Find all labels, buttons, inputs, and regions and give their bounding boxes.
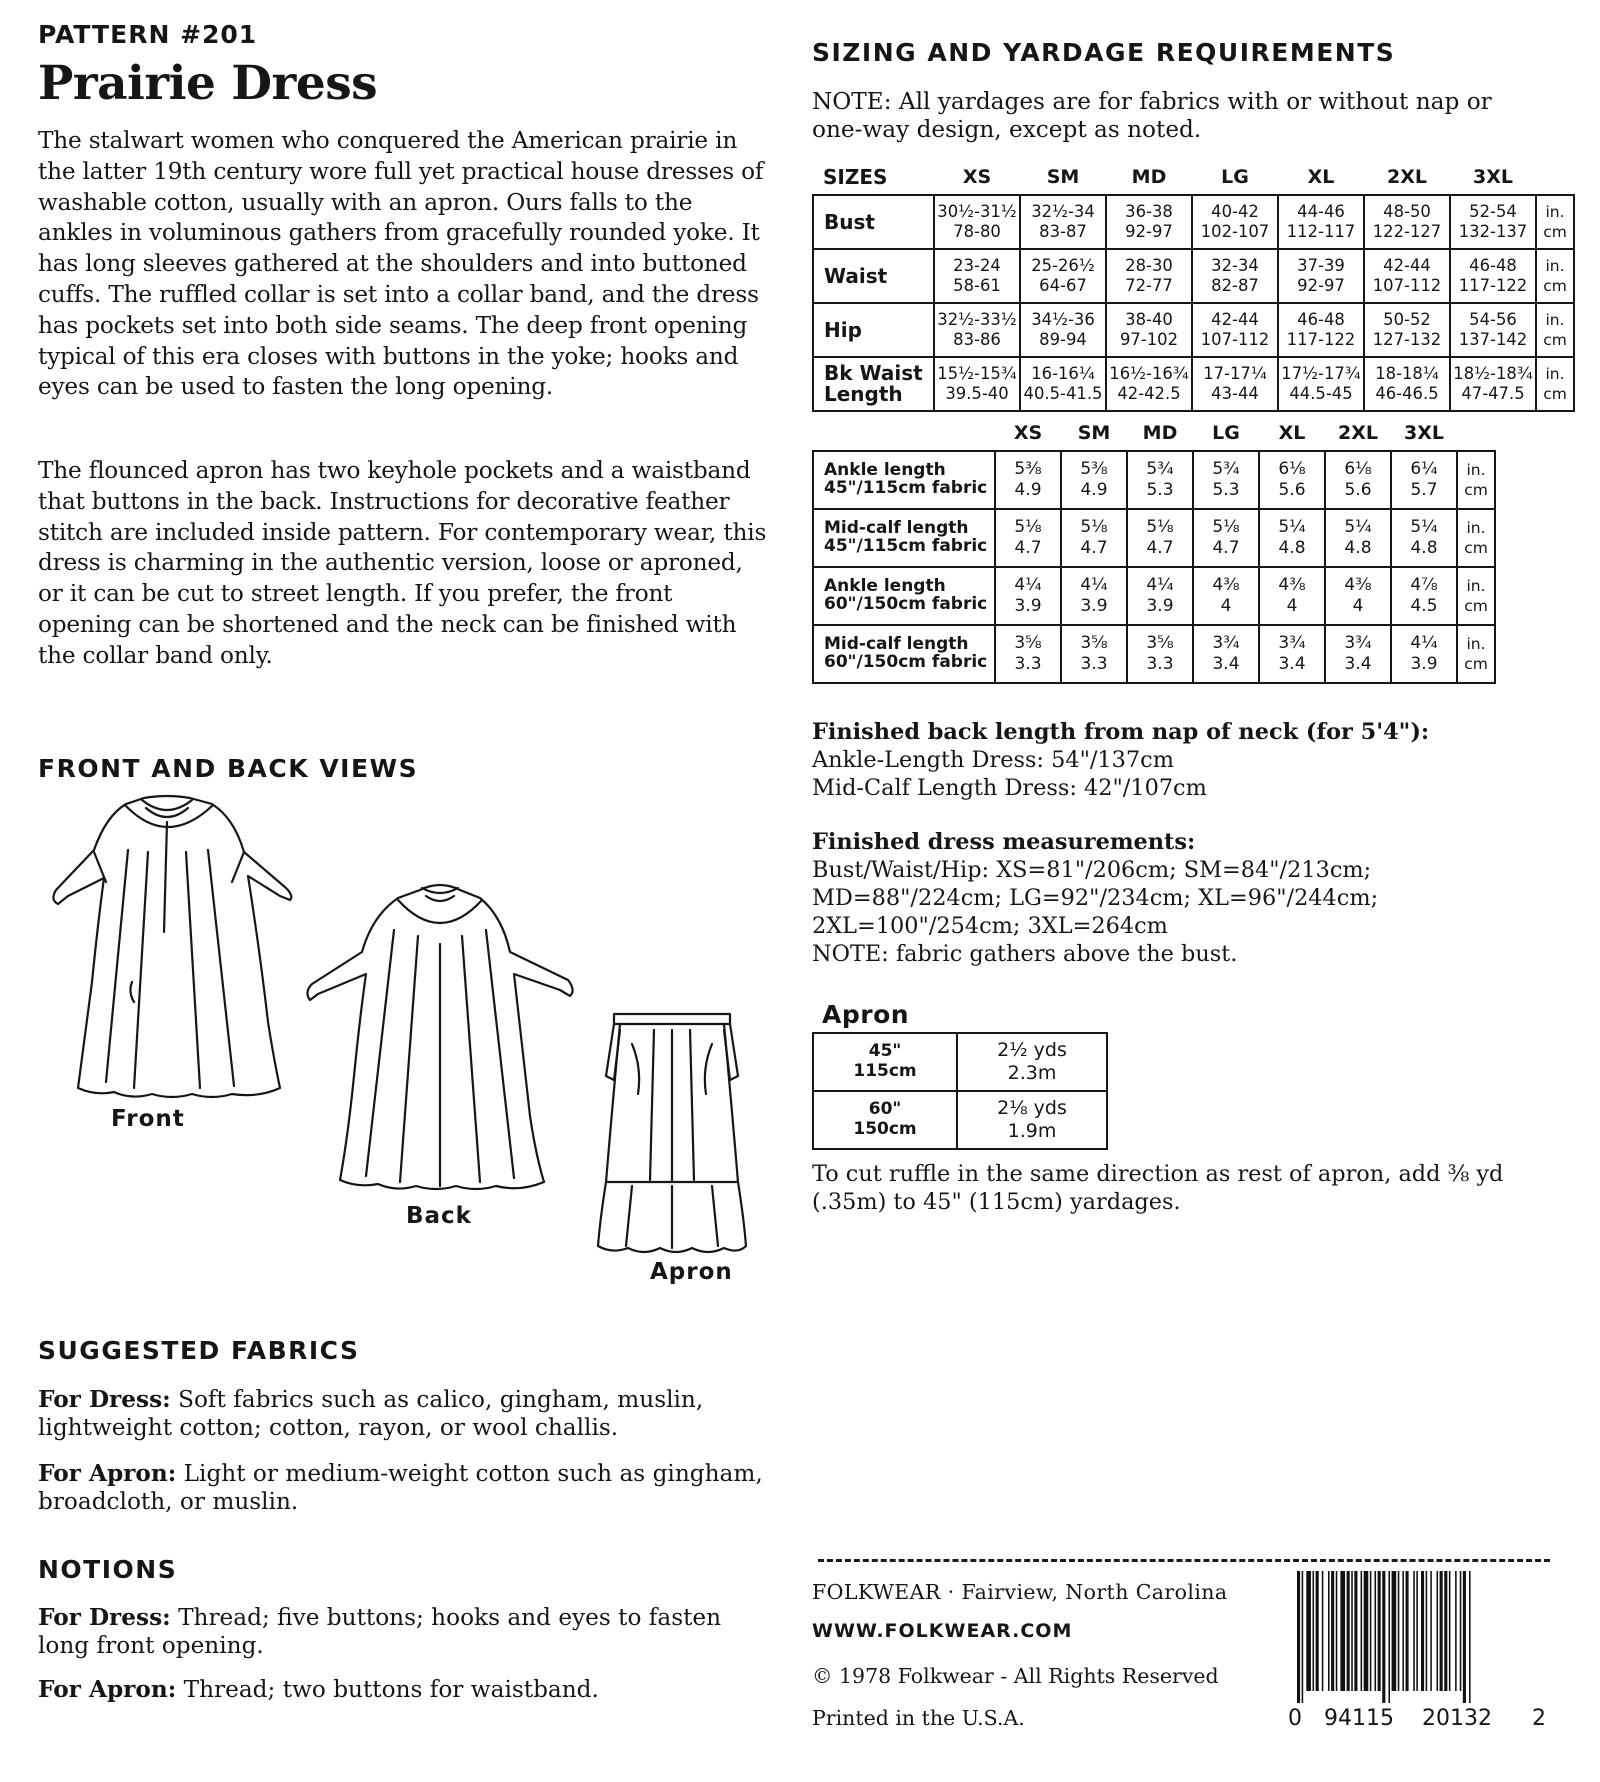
apron-illustration (592, 1010, 752, 1256)
body-measurement-value-cell: 46-48 117-122 (1278, 303, 1364, 357)
barcode-digit: 20132 (1422, 1706, 1492, 1731)
front-dress-outline (53, 796, 291, 1097)
body-measurement-value-cell: 38-40 97-102 (1106, 303, 1192, 357)
barcode-bar (1430, 1571, 1432, 1691)
fabrics-apron (38, 1460, 768, 1516)
yardage-size-header: 2XL (1338, 422, 1378, 444)
body-size-header: MD (1131, 166, 1167, 188)
yardage-size-header: XL (1278, 422, 1306, 444)
barcode-bar (1375, 1571, 1377, 1691)
yardage-value-cell: 5⅛ 4.7 (1061, 509, 1127, 567)
barcode-bar (1402, 1571, 1404, 1691)
barcode-bar (1328, 1571, 1330, 1691)
apron-width-cell: 60" 150cm (813, 1091, 957, 1149)
body-measurements-table (812, 160, 1575, 412)
fabrics-dress-text: Soft fabrics such as calico, gingham, muslin, lightweight cotton; cotton, rayon, or wool challis. (38, 1386, 704, 1441)
body-measurement-value-cell: 23-24 58-61 (934, 249, 1020, 303)
barcode-bar (1331, 1571, 1334, 1691)
description-paragraph-1: The stalwart women who conquered the American prairie in the latter 19th century wore full yet practical house dresses of washable cotton, usually with an apron. Ours falls to the ankles in voluminous gathers from gracefully rounded yoke. It has long sleeves gathered at the shoulders and into buttoned cuffs. The ruffled collar is set into a collar band, and the dress has pockets set into both side seams. The deep front opening typical of this era closes with buttons in the yoke; hooks and eyes can be used to fasten the long opening. (38, 127, 764, 401)
finished-back-length (812, 718, 1552, 802)
front-collar (142, 800, 192, 817)
barcode (1295, 1571, 1527, 1703)
yardage-value-cell: 6⅛ 5.6 (1325, 451, 1391, 509)
barcode-bar (1426, 1571, 1428, 1691)
body-measurement-value-cell: 46-48 117-122 (1450, 249, 1536, 303)
fabrics-apron-text: Light or medium-weight cotton such as gingham, broadcloth, or muslin. (38, 1460, 763, 1515)
yardage-value-cell: 5⅛ 4.7 (995, 509, 1061, 567)
notions-dress-label: For Dress: (38, 1604, 171, 1631)
body-measurement-value-cell: 48-50 122-127 (1364, 195, 1450, 249)
yardage-value-cell: 5¼ 4.8 (1391, 509, 1457, 567)
barcode-digit: 94115 (1324, 1706, 1394, 1731)
body-measurement-row-label: Hip (813, 303, 934, 357)
barcode-bar (1398, 1571, 1400, 1691)
body-size-header: 3XL (1473, 166, 1513, 188)
yardage-value-cell: 3¾ 3.4 (1193, 625, 1259, 683)
notions-dress-text: Thread; five buttons; hooks and eyes to fasten long front opening. (38, 1604, 722, 1659)
barcode-bar (1469, 1571, 1471, 1703)
body-measurement-value-cell: 42-44 107-112 (1192, 303, 1278, 357)
body-size-header: 2XL (1387, 166, 1427, 188)
barcode-bar (1302, 1571, 1304, 1703)
publisher: FOLKWEAR · Fairview, North Carolina (812, 1580, 1228, 1604)
yardage-value-cell: 5⅜ 4.9 (995, 451, 1061, 509)
printed-in: Printed in the U.S.A. (812, 1706, 1025, 1730)
body-measurement-value-cell: 34½-36 89-94 (1020, 303, 1106, 357)
yardage-size-header: LG (1212, 422, 1240, 444)
body-measurement-value-cell: 30½-31½ 78-80 (934, 195, 1020, 249)
body-measurement-value-cell: 25-26½ 64-67 (1020, 249, 1106, 303)
body-measurement-value-cell: 44-46 112-117 (1278, 195, 1364, 249)
sizes-header: SIZES (823, 165, 888, 189)
barcode-bar (1354, 1571, 1357, 1691)
barcode-digit: 0 (1288, 1706, 1302, 1731)
yardage-value-cell: 4⅜ 4 (1193, 567, 1259, 625)
apron-waistband (614, 1014, 730, 1024)
body-size-header: LG (1221, 166, 1249, 188)
yardage-row-label: Mid-calf length 60"/150cm fabric (813, 625, 995, 683)
barcode-bar (1297, 1571, 1300, 1703)
body-measurement-unit-cell: in. cm (1536, 303, 1574, 357)
body-measurement-value-cell: 32½-34 83-87 (1020, 195, 1106, 249)
finished-back-midcalf: Mid-Calf Length Dress: 42"/107cm (812, 775, 1207, 801)
barcode-bar (1388, 1571, 1390, 1703)
yardage-value-cell: 5⅛ 4.7 (1127, 509, 1193, 567)
body-measurement-value-cell: 50-52 127-132 (1364, 303, 1450, 357)
body-measurement-row-label: Waist (813, 249, 934, 303)
back-yoke (398, 900, 482, 923)
yardage-row-label: Ankle length 60"/150cm fabric (813, 567, 995, 625)
body-measurement-row-label: Bk Waist Length (813, 357, 934, 411)
yardage-unit-cell: in. cm (1457, 567, 1495, 625)
fabrics-apron-label: For Apron: (38, 1460, 177, 1487)
yardage-value-cell: 5¼ 4.8 (1325, 509, 1391, 567)
yardage-size-header: MD (1142, 422, 1178, 444)
yardage-value-cell: 3⅝ 3.3 (995, 625, 1061, 683)
barcode-bar (1463, 1571, 1466, 1703)
yardage-unit-cell: in. cm (1457, 509, 1495, 567)
barcode-bar (1340, 1571, 1345, 1691)
notions-apron-label: For Apron: (38, 1676, 177, 1703)
yardage-value-cell: 4¼ 3.9 (995, 567, 1061, 625)
apron-view-caption: Apron (650, 1259, 733, 1285)
body-measurement-value-cell: 37-39 92-97 (1278, 249, 1364, 303)
yardage-unit-cell: in. cm (1457, 451, 1495, 509)
barcode-bar (1361, 1571, 1363, 1691)
body-measurement-row (813, 357, 1574, 411)
body-measurement-value-cell: 32½-33½ 83-86 (934, 303, 1020, 357)
yardage-value-cell: 3¾ 3.4 (1325, 625, 1391, 683)
barcode-bar (1444, 1571, 1447, 1691)
yardage-table (812, 416, 1496, 684)
fabrics-dress (38, 1386, 768, 1442)
front-dress-illustration (22, 792, 312, 1102)
yardage-unit-cell: in. cm (1457, 625, 1495, 683)
barcode-bar (1449, 1571, 1451, 1691)
yardage-row (813, 451, 1495, 509)
yardage-row (813, 567, 1495, 625)
finished-measurements-line: 2XL=100"/254cm; 3XL=264cm (812, 913, 1168, 939)
barcode-bar (1440, 1571, 1443, 1691)
yardage-size-header: SM (1077, 422, 1111, 444)
body-measurement-value-cell: 54-56 137-142 (1450, 303, 1536, 357)
body-measurement-value-cell: 28-30 72-77 (1106, 249, 1192, 303)
finished-back-ankle: Ankle-Length Dress: 54"/137cm (812, 747, 1174, 773)
body-measurement-row (813, 195, 1574, 249)
barcode-bar (1416, 1571, 1418, 1691)
yardage-value-cell: 4⅞ 4.5 (1391, 567, 1457, 625)
body-size-header: XL (1307, 166, 1335, 188)
page-title: Prairie Dress (38, 56, 378, 111)
yardage-value-cell: 5⅜ 4.9 (1061, 451, 1127, 509)
body-measurement-value-cell: 18-18¼ 46-46.5 (1364, 357, 1450, 411)
body-measurement-unit-cell: in. cm (1536, 195, 1574, 249)
yardage-value-cell: 6¼ 5.7 (1391, 451, 1457, 509)
yardage-value-cell: 5⅛ 4.7 (1193, 509, 1259, 567)
body-measurement-row (813, 303, 1574, 357)
apron-yardage-cell: 2½ yds 2.3m (957, 1033, 1107, 1091)
apron-pocket-right (705, 1044, 712, 1094)
ruffle-note: To cut ruffle in the same direction as rest of apron, add ⅜ yd (.35m) to 45" (115cm) yardages. (812, 1161, 1504, 1215)
front-view-caption: Front (111, 1106, 185, 1132)
back-collar (422, 888, 458, 901)
apron-yardage-table (812, 1032, 1108, 1150)
yardage-value-cell: 4¼ 3.9 (1127, 567, 1193, 625)
barcode-bar (1364, 1571, 1369, 1691)
sizing-heading: SIZING AND YARDAGE REQUIREMENTS (812, 38, 1396, 67)
notions-apron-text: Thread; two buttons for waistband. (183, 1676, 599, 1703)
finished-measurements (812, 828, 1552, 968)
barcode-bar (1392, 1571, 1397, 1691)
views-heading: FRONT AND BACK VIEWS (38, 754, 419, 783)
notions-dress (38, 1604, 768, 1660)
barcode-bar (1347, 1571, 1350, 1691)
body-measurement-value-cell: 36-38 92-97 (1106, 195, 1192, 249)
body-measurement-value-cell: 16-16¼ 40.5-41.5 (1020, 357, 1106, 411)
yardage-size-header: 3XL (1404, 422, 1444, 444)
sizing-note: NOTE: All yardages are for fabrics with or without nap or one-way design, except as noted. (812, 88, 1492, 143)
divider (818, 1559, 1550, 1562)
body-measurement-value-cell: 32-34 82-87 (1192, 249, 1278, 303)
yardage-value-cell: 6⅛ 5.6 (1259, 451, 1325, 509)
apron-yardage-cell: 2⅛ yds 1.9m (957, 1091, 1107, 1149)
description-paragraph-2: The flounced apron has two keyhole pockets and a waistband that buttons in the back. Instructions for decorative feather stitch are included inside pattern. For contemporary wear, this dress is charming in the authentic version, loose or aproned, or it can be cut to street length. If you prefer, the front opening can be shortened and the neck can be finished with the collar band only. (38, 457, 767, 669)
yardage-row-label: Ankle length 45"/115cm fabric (813, 451, 995, 509)
body-measurement-value-cell: 52-54 132-137 (1450, 195, 1536, 249)
barcode-bar (1460, 1571, 1462, 1691)
body-measurement-value-cell: 16½-16¾ 42-42.5 (1106, 357, 1192, 411)
barcode-bar (1370, 1571, 1372, 1691)
notions-heading: NOTIONS (38, 1555, 178, 1584)
back-dress-illustration (300, 876, 580, 1196)
yardage-value-cell: 3⅝ 3.3 (1127, 625, 1193, 683)
apron-width-cell: 45" 115cm (813, 1033, 957, 1091)
yardage-value-cell: 4¼ 3.9 (1391, 625, 1457, 683)
barcode-bar (1336, 1571, 1338, 1691)
finished-measurements-title: Finished dress measurements: (812, 829, 1196, 855)
body-size-header: XS (962, 166, 992, 188)
fabrics-dress-label: For Dress: (38, 1386, 171, 1413)
finished-measurements-line: Bust/Waist/Hip: XS=81"/206cm; SM=84"/213cm; (812, 857, 1372, 883)
apron-pocket-left (632, 1044, 639, 1094)
body-measurement-unit-cell: in. cm (1536, 249, 1574, 303)
body-measurement-value-cell: 15½-15¾ 39.5-40 (934, 357, 1020, 411)
barcode-bar (1421, 1571, 1424, 1691)
yardage-value-cell: 5¾ 5.3 (1193, 451, 1259, 509)
body-size-header: SM (1046, 166, 1080, 188)
yardage-value-cell: 4¼ 3.9 (1061, 567, 1127, 625)
body-measurement-row (813, 249, 1574, 303)
barcode-bar (1378, 1571, 1381, 1691)
body-measurement-value-cell: 17½-17¾ 44.5-45 (1278, 357, 1364, 411)
body-measurement-row-label: Bust (813, 195, 934, 249)
finished-back-title: Finished back length from nap of neck (for 5'4"): (812, 719, 1430, 745)
barcode-bar (1455, 1571, 1457, 1691)
yardage-value-cell: 5¾ 5.3 (1127, 451, 1193, 509)
yardage-size-header: XS (1013, 422, 1043, 444)
barcode-digit: 2 (1532, 1706, 1546, 1731)
fabrics-heading: SUGGESTED FABRICS (38, 1336, 360, 1365)
barcode-bar (1351, 1571, 1353, 1691)
barcode-bar (1313, 1571, 1315, 1691)
barcode-bar (1382, 1571, 1385, 1703)
pattern-number: PATTERN #201 (38, 20, 258, 49)
barcode-bar (1406, 1571, 1409, 1691)
barcode-bar (1437, 1571, 1439, 1691)
barcode-bar (1306, 1571, 1311, 1691)
barcode-bar (1322, 1571, 1324, 1691)
body-measurement-value-cell: 17-17¼ 43-44 (1192, 357, 1278, 411)
yardage-value-cell: 3⅝ 3.3 (1061, 625, 1127, 683)
finished-measurements-note: NOTE: fabric gathers above the bust. (812, 941, 1238, 967)
body-measurement-value-cell: 42-44 107-112 (1364, 249, 1450, 303)
copyright: © 1978 Folkwear - All Rights Reserved (812, 1664, 1219, 1688)
finished-measurements-line: MD=88"/224cm; LG=92"/234cm; XL=96"/244cm; (812, 885, 1379, 911)
body-measurement-value-cell: 40-42 102-107 (1192, 195, 1278, 249)
body-measurement-value-cell: 18½-18¾ 47-47.5 (1450, 357, 1536, 411)
barcode-bar (1413, 1571, 1415, 1691)
yardage-row (813, 509, 1495, 567)
yardage-value-cell: 5¼ 4.8 (1259, 509, 1325, 567)
yardage-row-label: Mid-calf length 45"/115cm fabric (813, 509, 995, 567)
yardage-value-cell: 4⅜ 4 (1325, 567, 1391, 625)
body-measurement-unit-cell: in. cm (1536, 357, 1574, 411)
website-link[interactable]: WWW.FOLKWEAR.COM (812, 1620, 1073, 1642)
notions-apron (38, 1676, 768, 1704)
yardage-value-cell: 4⅜ 4 (1259, 567, 1325, 625)
yardage-row (813, 625, 1495, 683)
barcode-bar (1316, 1571, 1319, 1691)
yardage-value-cell: 3¾ 3.4 (1259, 625, 1325, 683)
apron-table-title: Apron (822, 1000, 910, 1029)
back-view-caption: Back (406, 1203, 472, 1229)
